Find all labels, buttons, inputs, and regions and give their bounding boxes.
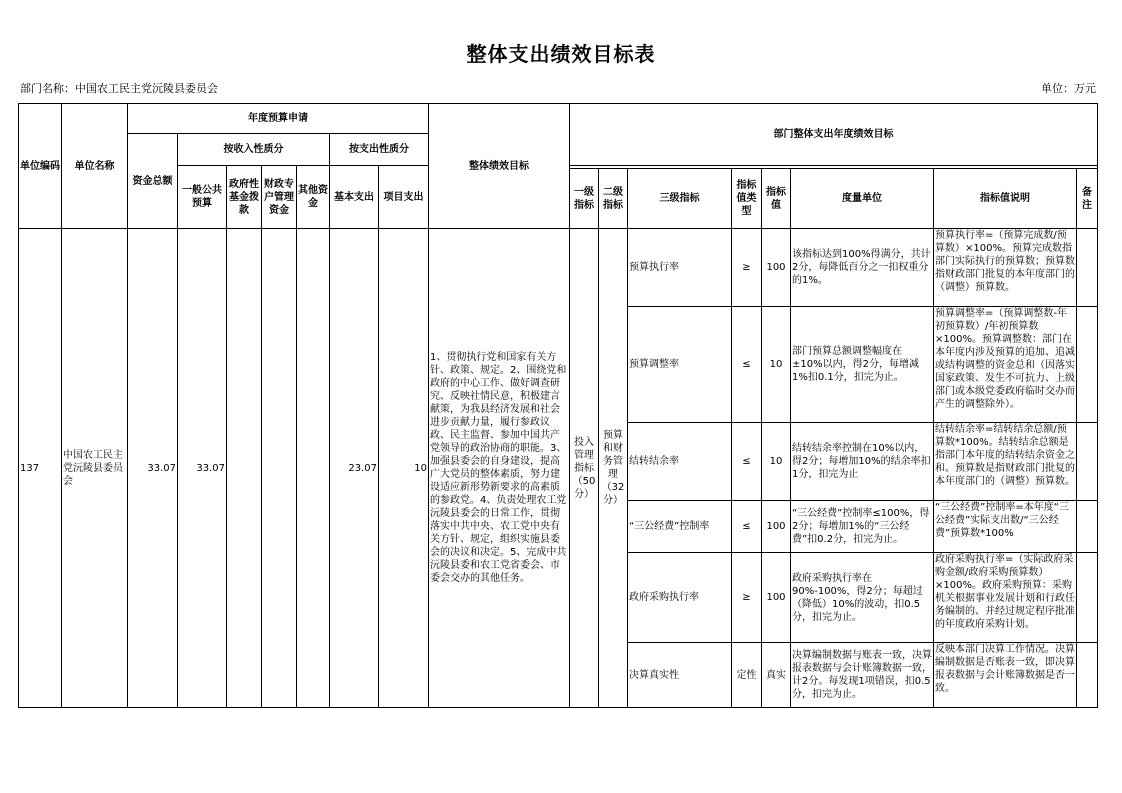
header-overall-goal: 整体绩效目标: [429, 104, 570, 229]
level2-cell: 预算和财务管理（32分）: [599, 229, 628, 708]
indicator-name: 决算真实性: [628, 643, 732, 708]
indicator-remark: [1077, 307, 1098, 423]
header-general-budget: 一般公共预算: [178, 166, 227, 229]
indicator-measure: 部门预算总额调整幅度在±10%以内，得2分，每增减1%扣0.1分，扣完为止。: [792, 346, 919, 383]
header-total-funds: 资金总额: [128, 134, 178, 229]
indicator-remark: [1077, 423, 1098, 501]
header-annual-budget: 年度预算申请: [128, 104, 429, 134]
indicator-type: ≤: [732, 307, 762, 423]
indicator-measure: 该指标达到100%得满分，共计2分，每降低百分之一扣权重分的1%。: [792, 249, 931, 286]
header-level2: 二级指标: [599, 169, 628, 229]
indicator-value: 100: [762, 553, 791, 643]
indicator-value: 10: [762, 307, 791, 423]
indicator-name: 结转结余率: [628, 423, 732, 501]
gov-fund-cell: [227, 229, 262, 708]
performance-table: [18, 103, 1098, 708]
indicator-type: ≥: [732, 553, 762, 643]
indicator-remark: [1077, 229, 1098, 307]
header-by-income: 按收入性质分: [178, 134, 330, 166]
project-expense-cell: 10: [379, 229, 429, 708]
header-basic-expense: 基本支出: [330, 166, 379, 229]
indicator-type: 定性: [732, 643, 762, 708]
general-budget-cell: 33.07: [178, 229, 227, 708]
indicator-measure: 决算编制数据与账表一致，决算报表数据与会计账簿数据一致，计2分。每发现1项错误，扣0.5分，扣完为止。: [792, 650, 932, 700]
header-measure-unit: 度量单位: [791, 169, 934, 229]
header-level1: 一级指标: [570, 169, 599, 229]
unit-name-cell: 中国农工民主党沅陵县委员会: [62, 229, 128, 708]
indicator-remark: [1077, 643, 1098, 708]
header-other-funds: 其他资金: [297, 166, 330, 229]
indicator-desc: “三公经费”控制率=本年度“三公经费”实际支出数/“三公经费”预算数*100%: [935, 502, 1069, 539]
indicator-type: ≤: [732, 423, 762, 501]
level1-cell: 投入管理指标（50分）: [570, 229, 599, 708]
overall-goal-cell: 1、贯彻执行党和国家有关方针、政策、规定。2、围绕党和政府的中心工作、做好调查研究、反映社情民意，积极建言献策，为我县经济发展和社会进步贡献力量，履行参政议政、民主监督、参加中国共产党领导的政治协商的职能。3、加强县委会的自身建设，提高广大党员的整体素质，努力建设适应新形势新要求的高素质的参政党。4、负责处理农工党沅陵县委会的日常工作，贯彻落实中共中央、农工党中央有关方针、规定，组织实施县委会的决议和决定。5、完成中共沅陵县委和农工党省委会、市委会交办的其他任务。: [429, 229, 570, 708]
unit-code-cell: 137: [19, 229, 62, 708]
header-value-type: 指标值类型: [732, 169, 762, 229]
indicator-desc: 反映本部门决算工作情况。决算编制数据是否账表一致，即决算报表数据与会计账簿数据是否一致。: [935, 644, 1075, 694]
indicator-desc: 结转结余率=结转结余总额/预算数*100%。结转结余总额是指部门本年度的结转结余资金之和。预算数是指财政部门批复的本年度部门的（调整）预算数。: [935, 424, 1075, 487]
header-value-desc: 指标值说明: [934, 169, 1077, 229]
header-unit-name: 单位名称: [62, 104, 128, 229]
header-dept-goal: 部门整体支出年度绩效目标: [570, 104, 1098, 166]
indicator-name: “三公经费”控制率: [628, 501, 732, 553]
table-row: [19, 229, 1098, 307]
indicator-type: ≥: [732, 229, 762, 307]
header-fiscal-special: 财政专户管理资金: [262, 166, 297, 229]
fiscal-special-cell: [262, 229, 297, 708]
indicator-desc: 预算调整率=（预算调整数-年初预算数）/年初预算数×100%。预算调整数：部门在本年度内涉及预算的追加、追减或结构调整的资金总和（因落实国家政策、发生不可抗力、上级部门或本级党委政府临时交办而产生的调整除外）。: [935, 308, 1075, 410]
header-by-expense: 按支出性质分: [330, 134, 429, 166]
unit-label: 单位：万元: [1041, 82, 1096, 95]
indicator-remark: [1077, 501, 1098, 553]
indicator-type: ≤: [732, 501, 762, 553]
indicator-value: 100: [762, 229, 791, 307]
indicator-value: 10: [762, 423, 791, 501]
indicator-name: 政府采购执行率: [628, 553, 732, 643]
basic-expense-cell: 23.07: [330, 229, 379, 708]
indicator-desc: 政府采购执行率=（实际政府采购金额/政府采购预算数）×100%。政府采购预算：采购机关根据事业发展计划和行政任务编制的、并经过规定程序批准的年度政府采购计划。: [935, 554, 1075, 630]
header-project-expense: 项目支出: [379, 166, 429, 229]
indicator-measure: “三公经费”控制率≤100%，得2分；每增加1%的“三公经费”扣0.2分，扣完为止。: [792, 508, 930, 545]
indicator-measure: 结转结余率控制在10%以内，得2分；每增加10%的结余率扣1分，扣完为止: [792, 443, 931, 480]
indicator-measure: 政府采购执行率在90%-100%，得2分；每超过（降低）10%的波动，扣0.5分，扣完为止。: [792, 572, 923, 623]
header-remark: 备注: [1077, 169, 1098, 229]
total-funds-cell: 33.07: [128, 229, 178, 708]
indicator-name: 预算调整率: [628, 307, 732, 423]
department-name: 部门名称：中国农工民主党沅陵县委员会: [20, 82, 218, 95]
other-funds-cell: [297, 229, 330, 708]
indicator-value: 真实: [762, 643, 791, 708]
header-unit-code: 单位编码: [19, 104, 62, 229]
header-gov-fund: 政府性基金拨款: [227, 166, 262, 229]
header-value: 指标值: [762, 169, 791, 229]
indicator-remark: [1077, 553, 1098, 643]
page-title: 整体支出绩效目标表: [466, 42, 656, 66]
indicator-value: 100: [762, 501, 791, 553]
indicator-name: 预算执行率: [628, 229, 732, 307]
indicator-desc: 预算执行率=（预算完成数/预算数）×100%。预算完成数指部门实际执行的预算数；预算数指财政部门批复的本年度部门的（调整）预算数。: [935, 230, 1075, 293]
header-level3: 三级指标: [628, 169, 732, 229]
